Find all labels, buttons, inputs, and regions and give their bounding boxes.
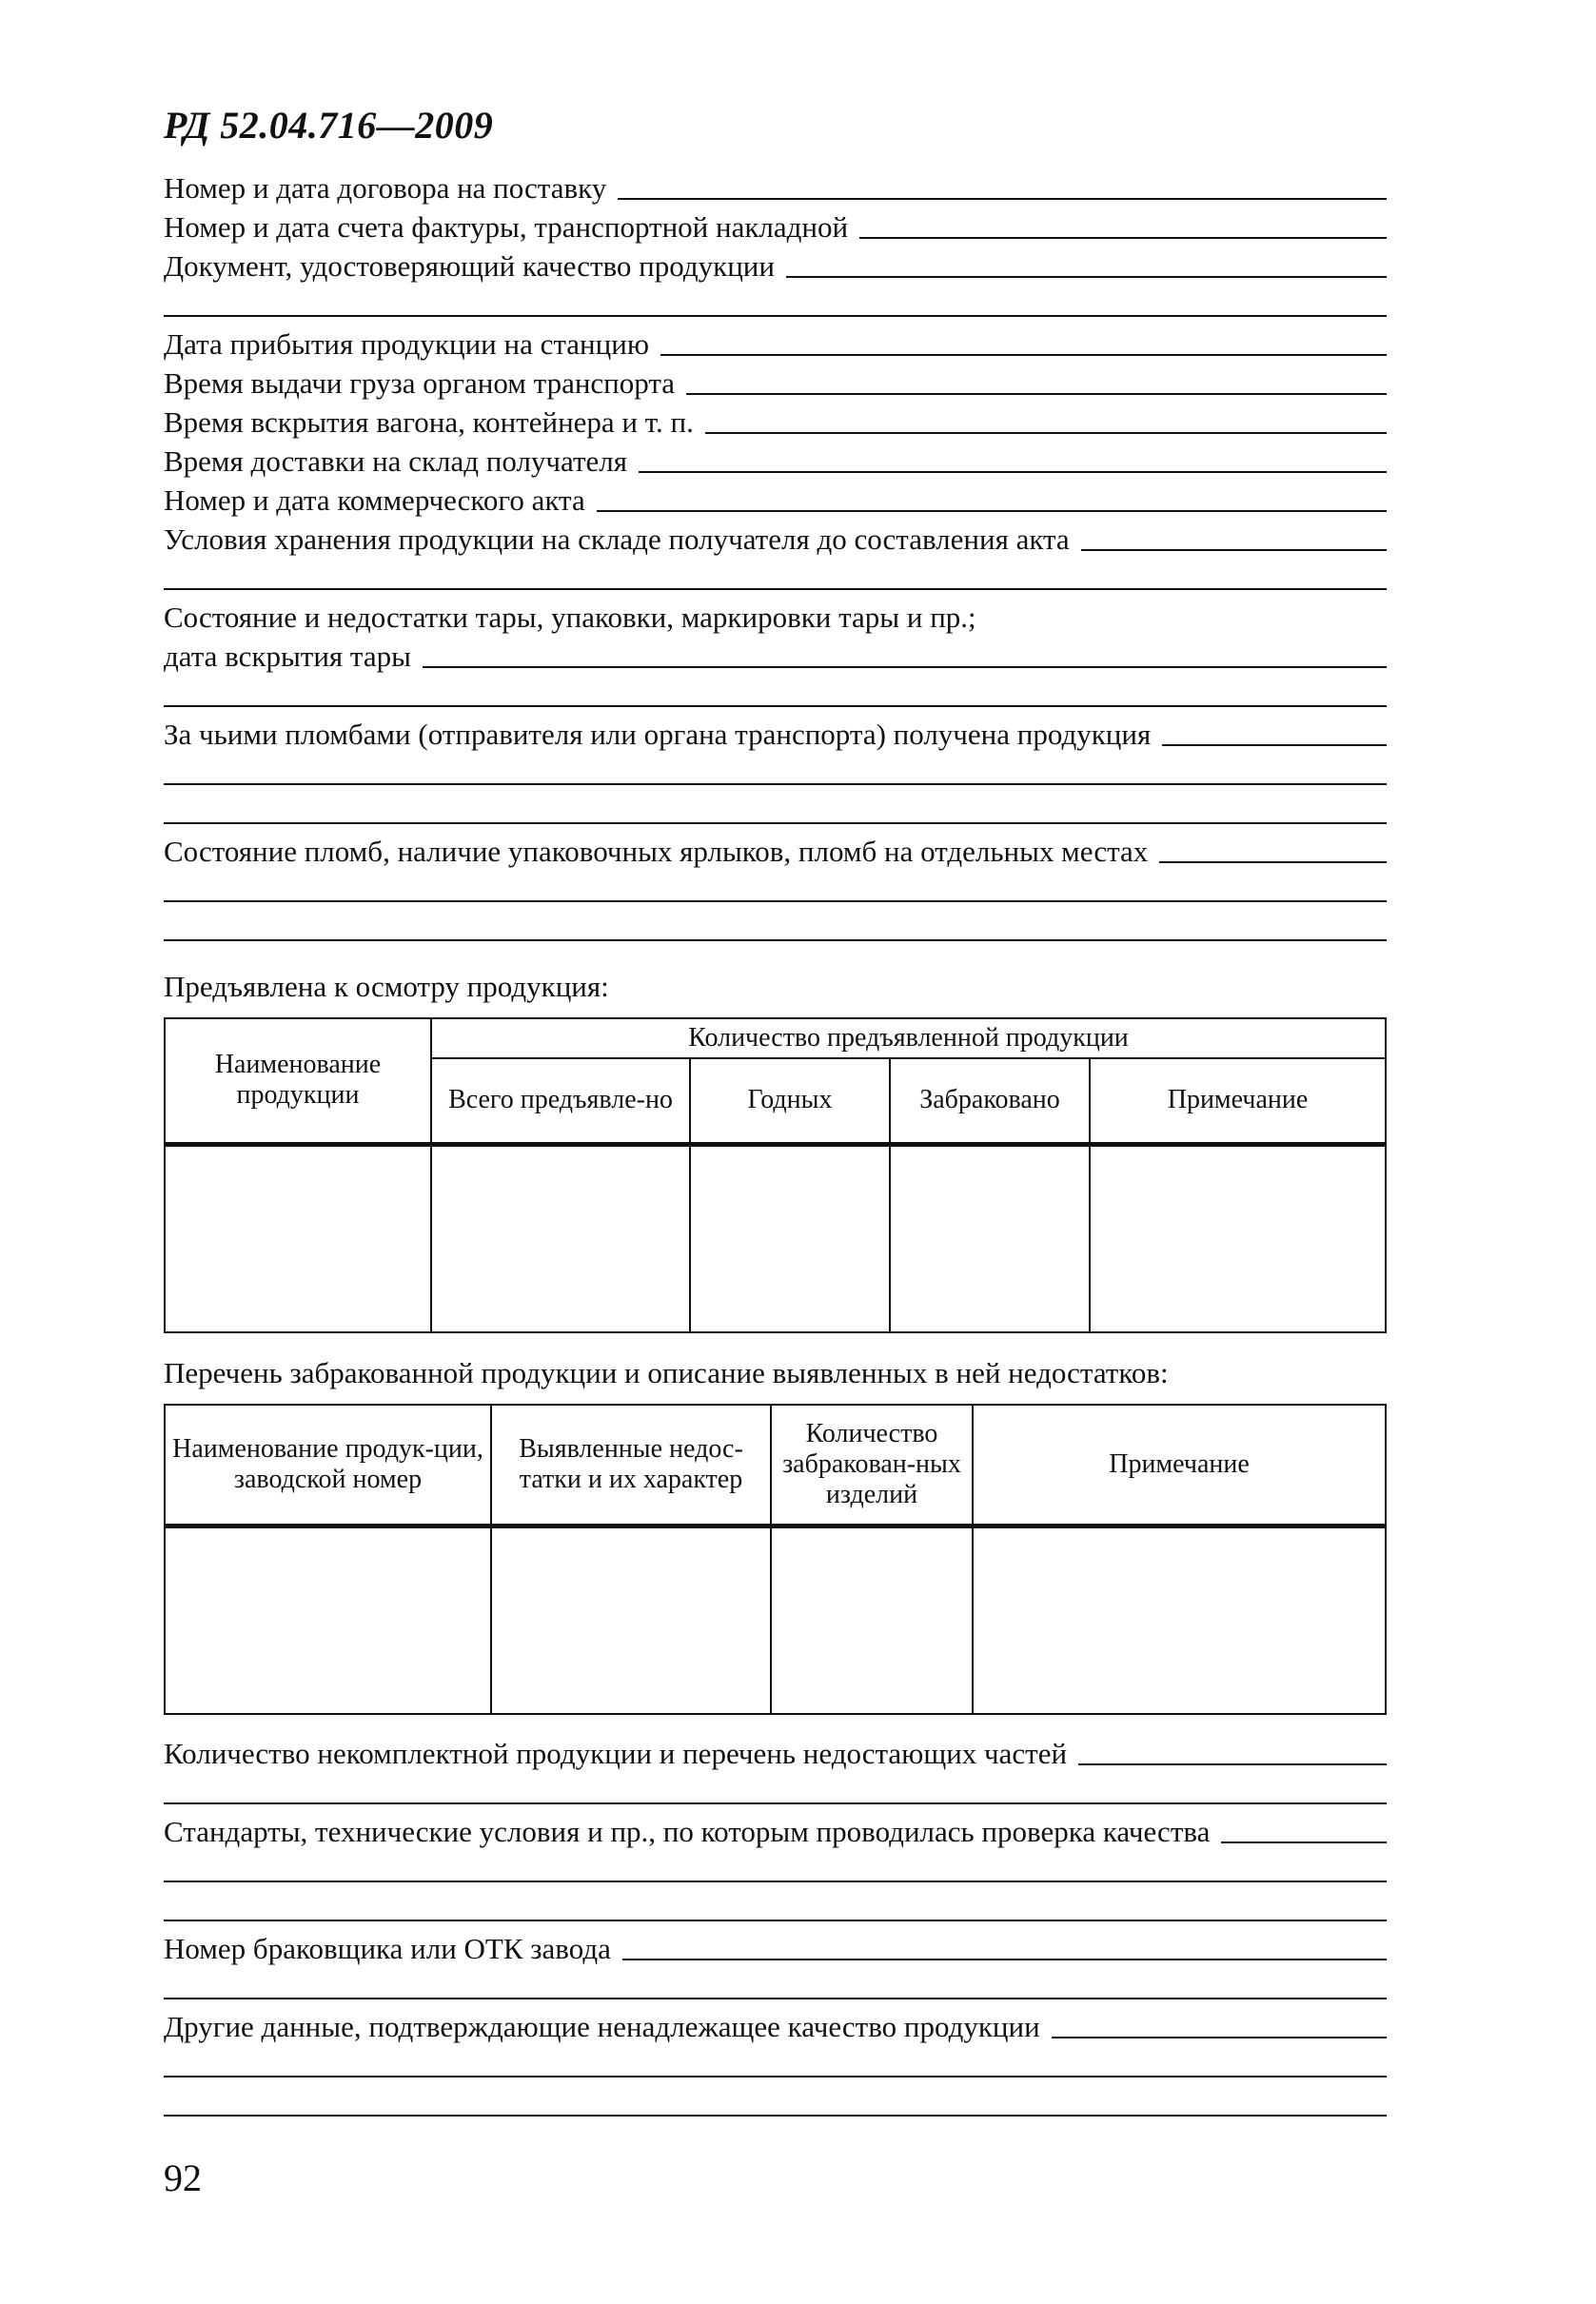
blank-line[interactable]: [164, 791, 1387, 830]
col-header-quantity-group: Количество предъявленной продукции: [431, 1018, 1386, 1058]
fill-line[interactable]: [1052, 2037, 1387, 2038]
field-opening-time[interactable]: [164, 401, 1387, 440]
field-seals-state[interactable]: [164, 830, 1387, 869]
field-seals-origin[interactable]: [164, 713, 1387, 752]
table-cell[interactable]: [690, 1144, 890, 1332]
col-header-rejected-count: Количество забракован-ных изделий: [771, 1405, 973, 1526]
fill-line[interactable]: [859, 237, 1387, 239]
fill-line[interactable]: [1081, 549, 1387, 551]
fill-line[interactable]: [164, 2076, 1387, 2078]
fill-line[interactable]: [164, 1920, 1387, 1921]
fill-line[interactable]: [164, 2115, 1387, 2117]
table-cell[interactable]: [890, 1144, 1090, 1332]
field-label: Стандарты, технические условия и пр., по которым проводилась проверка качества: [164, 1815, 1211, 1848]
table-cell[interactable]: [491, 1526, 771, 1715]
field-standards[interactable]: [164, 1810, 1387, 1849]
table-row[interactable]: [165, 1526, 1386, 1715]
blank-line[interactable]: [164, 1771, 1387, 1810]
table-cell[interactable]: [165, 1144, 431, 1332]
blank-line[interactable]: [164, 908, 1387, 947]
table2-caption: Перечень забракованной продукции и описание выявленных в ней недостатков:: [164, 1355, 1169, 1389]
blank-line[interactable]: [164, 2044, 1387, 2083]
fill-line[interactable]: [164, 783, 1387, 785]
fill-line[interactable]: [1159, 861, 1387, 863]
table-cell[interactable]: [771, 1526, 973, 1715]
packaging-label-row: [164, 596, 1387, 635]
table-cell[interactable]: [1090, 1144, 1386, 1332]
table-cell[interactable]: [165, 1526, 491, 1715]
fill-line[interactable]: [164, 705, 1387, 707]
field-quality-document[interactable]: [164, 245, 1387, 284]
fill-line[interactable]: [597, 510, 1387, 512]
field-inspector-number[interactable]: [164, 1927, 1387, 1966]
col-header-good: Годных: [690, 1058, 890, 1144]
col-header-rejected: Забраковано: [890, 1058, 1090, 1144]
field-other-data[interactable]: [164, 2005, 1387, 2044]
col-header-note: Примечание: [1090, 1058, 1386, 1144]
field-label: Номер браковщика или ОТК завода: [164, 1932, 611, 1965]
field-label: дата вскрытия тары: [164, 640, 411, 673]
field-arrival-date[interactable]: [164, 323, 1387, 362]
document-code: РД 52.04.716—2009: [164, 104, 494, 147]
fill-line[interactable]: [164, 1802, 1387, 1804]
blank-line[interactable]: [164, 869, 1387, 908]
field-container-opening-date[interactable]: [164, 635, 1387, 674]
field-label: Время вскрытия вагона, контейнера и т. п.: [164, 405, 694, 439]
col-header-defects: Выявленные недос-татки и их характер: [491, 1405, 771, 1526]
fill-line[interactable]: [618, 198, 1387, 200]
fill-line[interactable]: [423, 666, 1387, 668]
fill-line[interactable]: [705, 432, 1387, 434]
fill-line[interactable]: [786, 276, 1387, 278]
blank-line[interactable]: [164, 752, 1387, 791]
blank-line[interactable]: [164, 557, 1387, 596]
fill-line[interactable]: [1078, 1763, 1387, 1765]
field-contract[interactable]: [164, 167, 1387, 206]
field-label: Количество некомплектной продукции и перечень недостающих частей: [164, 1737, 1068, 1770]
fill-line[interactable]: [164, 588, 1387, 590]
inspection-form: [164, 167, 1387, 2122]
table-row[interactable]: [165, 1144, 1386, 1332]
fill-line[interactable]: [164, 900, 1387, 902]
field-label: Документ, удостоверяющий качество продукции: [164, 249, 775, 283]
field-label: За чьими пломбами (отправителя или органа транспорта) получена продукция: [164, 718, 1152, 751]
field-label: Состояние и недостатки тары, упаковки, маркировки тары и пр.;: [164, 601, 976, 634]
page-number: 92: [164, 2156, 202, 2199]
fill-line[interactable]: [660, 354, 1387, 356]
fill-line[interactable]: [164, 1881, 1387, 1882]
field-storage-conditions[interactable]: [164, 518, 1387, 557]
blank-line[interactable]: [164, 1888, 1387, 1927]
fill-line[interactable]: [1221, 1841, 1387, 1843]
fill-line[interactable]: [1162, 744, 1387, 746]
fill-line[interactable]: [639, 471, 1387, 473]
blank-line[interactable]: [164, 284, 1387, 323]
blank-line[interactable]: [164, 1966, 1387, 2005]
rejected-products-table: [164, 1404, 1387, 1716]
fill-line[interactable]: [164, 822, 1387, 824]
field-label: Время выдачи груза органом транспорта: [164, 366, 676, 400]
field-label: Дата прибытия продукции на станцию: [164, 327, 649, 361]
field-label: Номер и дата коммерческого акта: [164, 483, 585, 517]
blank-line[interactable]: [164, 1849, 1387, 1888]
fill-line[interactable]: [686, 393, 1387, 395]
field-delivery-time[interactable]: [164, 440, 1387, 479]
presented-products-table: [164, 1017, 1387, 1333]
table-cell[interactable]: [973, 1526, 1386, 1715]
fill-line[interactable]: [622, 1959, 1387, 1960]
field-commercial-act[interactable]: [164, 479, 1387, 518]
table1-caption: Предъявлена к осмотру продукция:: [164, 970, 609, 1003]
fill-line[interactable]: [164, 315, 1387, 317]
blank-line[interactable]: [164, 674, 1387, 713]
field-label: Время доставки на склад получателя: [164, 444, 627, 478]
field-label: Условия хранения продукции на складе получателя до составления акта: [164, 522, 1070, 556]
table-cell[interactable]: [431, 1144, 690, 1332]
field-invoice[interactable]: [164, 206, 1387, 245]
fill-line[interactable]: [164, 1998, 1387, 1999]
col-header-product-name: Наименование продукции: [165, 1018, 431, 1144]
field-label: Состояние пломб, наличие упаковочных ярлыков, пломб на отдельных местах: [164, 835, 1149, 868]
field-incomplete-products[interactable]: [164, 1728, 1387, 1771]
blank-line[interactable]: [164, 2083, 1387, 2122]
col-header-note: Примечание: [973, 1405, 1386, 1526]
col-header-total: Всего предъявле-но: [431, 1058, 690, 1144]
fill-line[interactable]: [164, 939, 1387, 941]
col-header-product-name: Наименование продук-ции, заводской номер: [165, 1405, 491, 1526]
field-release-time[interactable]: [164, 362, 1387, 401]
field-label: Другие данные, подтверждающие ненадлежащее качество продукции: [164, 2010, 1040, 2043]
field-label: Номер и дата счета фактуры, транспортной накладной: [164, 210, 849, 244]
field-label: Номер и дата договора на поставку: [164, 171, 607, 205]
